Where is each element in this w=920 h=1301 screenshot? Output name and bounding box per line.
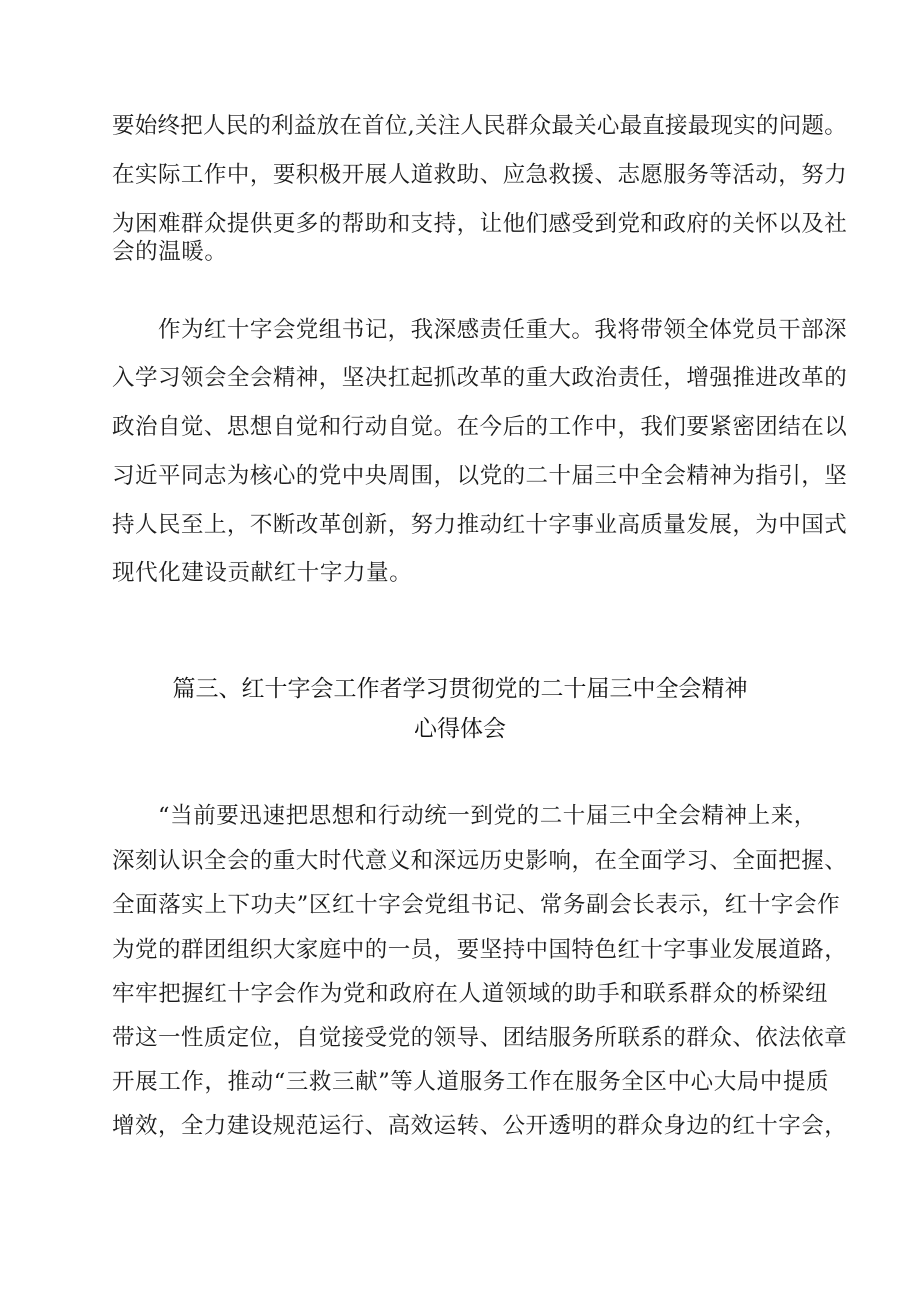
paragraph-line: 政治自觉、思想自觉和行动自觉。在今后的工作中，我们要紧密团结在以 bbox=[112, 414, 848, 440]
paragraph-line: 入学习领会全会精神，坚决扛起抓改革的重大政治责任，增强推进改革的 bbox=[112, 365, 848, 391]
paragraph-line: 带这一性质定位，自觉接受党的领导、团结服务所联系的群众、依法依章 bbox=[112, 1025, 848, 1051]
paragraph-line: 增效，全力建设规范运行、高效运转、公开透明的群众身边的红十字会， bbox=[112, 1113, 848, 1139]
paragraph-line: 开展工作，推动“三救三献”等人道服务工作在服务全区中心大局中提质 bbox=[112, 1069, 830, 1095]
paragraph-line: 作为红十字会党组书记，我深感责任重大。我将带领全体党员干部深 bbox=[158, 317, 848, 343]
paragraph-line: 在实际工作中，要积极开展人道救助、应急救援、志愿服务等活动，努力 bbox=[112, 162, 848, 188]
paragraph-line: 为困难群众提供更多的帮助和支持，让他们感受到党和政府的关怀以及社 bbox=[112, 211, 848, 237]
section-heading-line-2: 心得体会 bbox=[414, 716, 506, 742]
paragraph-line: 现代化建设贡献红十字力量。 bbox=[112, 560, 413, 586]
paragraph-line: 牢牢把握红十字会作为党和政府在人道领域的助手和联系群众的桥梁纽 bbox=[112, 981, 829, 1007]
paragraph-line: 要始终把人民的利益放在首位,关注人民群众最关心最直接最现实的问题。 bbox=[112, 113, 847, 139]
section-heading-line-1: 篇三、红十字会工作者学习贯彻党的二十届三中全会精神 bbox=[172, 676, 748, 702]
paragraph-line: 持人民至上，不断改革创新，努力推动红十字事业高质量发展，为中国式 bbox=[112, 512, 848, 538]
paragraph-line: 为党的群团组织大家庭中的一员，要坚持中国特色红十字事业发展道路， bbox=[112, 937, 848, 963]
paragraph-line: 习近平同志为核心的党中央周围，以党的二十届三中全会精神为指引，坚 bbox=[112, 463, 848, 489]
paragraph-line: “当前要迅速把思想和行动统一到党的二十届三中全会精神上来， bbox=[158, 803, 817, 829]
paragraph-line: 全面落实上下功夫”区红十字会党组书记、常务副会长表示，红十字会作 bbox=[112, 892, 841, 918]
paragraph-line: 会的温暖。 bbox=[112, 239, 228, 265]
paragraph-line: 深刻认识全会的重大时代意义和深远历史影响，在全面学习、全面把握、 bbox=[112, 848, 848, 874]
